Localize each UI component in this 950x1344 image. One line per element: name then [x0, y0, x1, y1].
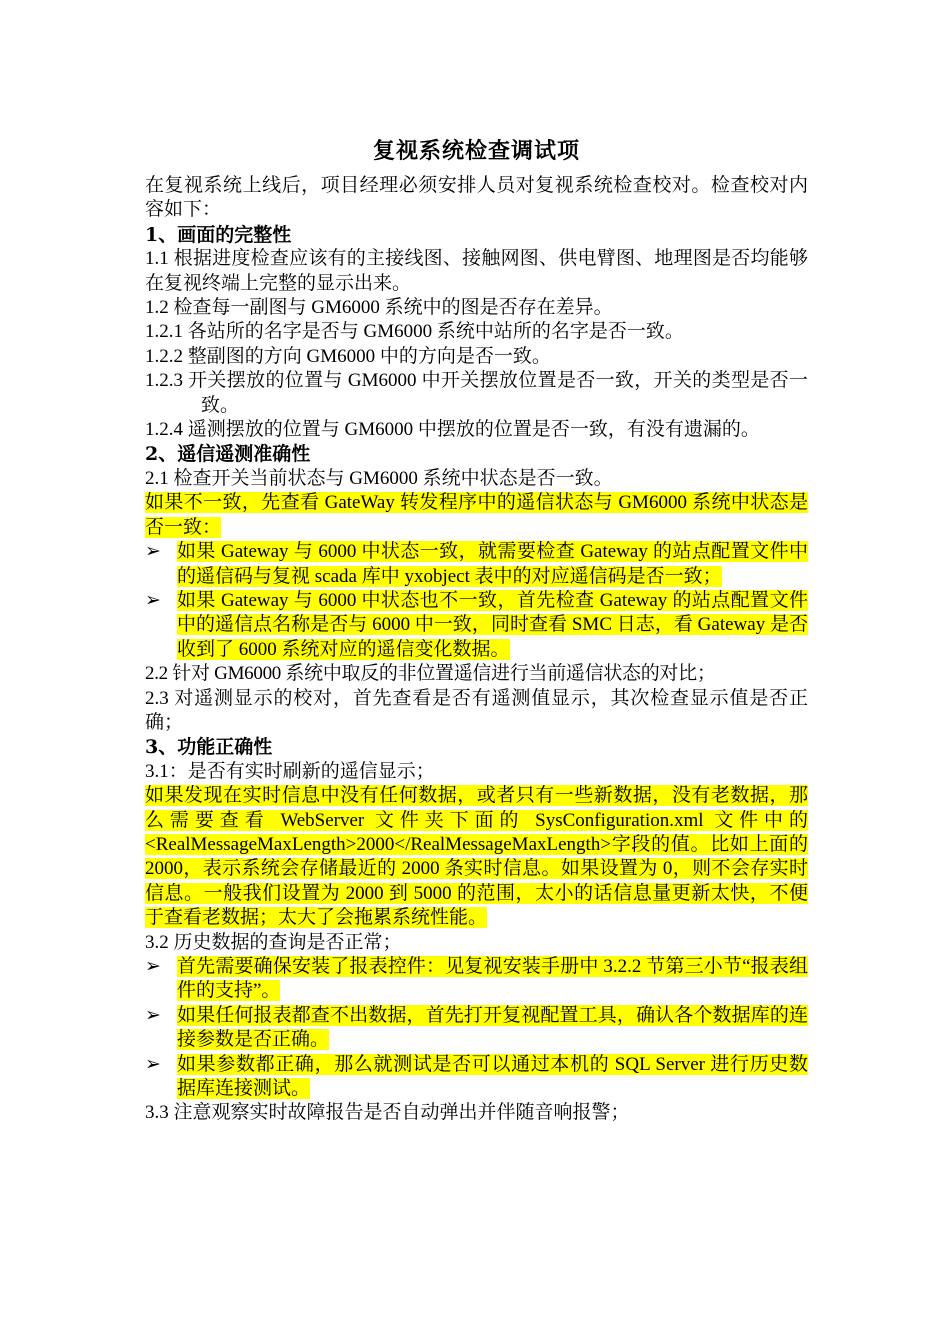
- list-item: [145, 1053, 808, 1102]
- highlighted-text: 如果 Gateway 与 6000 中状态也不一致，首先检查 Gateway 的站点配置文件中的遥信点名称是否与 6000 中一致，同时查看 SMC 日志，看 Gateway 是否收到了 6000 系统对应的遥信变化数据。: [177, 589, 808, 660]
- highlighted-text: 如果 Gateway 与 6000 中状态一致，就需要检查 Gateway 的站点配置文件中的遥信码与复视 scada 库中 yxobject 表中的对应遥信码是否一致；: [177, 541, 808, 587]
- arrow-bullet-icon: ➢: [145, 1053, 161, 1075]
- section-2-heading: 2、遥信遥测准确性: [145, 443, 311, 466]
- arrow-bullet-icon: ➢: [145, 1004, 161, 1026]
- arrow-bullet-icon: ➢: [145, 589, 161, 611]
- highlighted-text: 如果任何报表都查不出数据，首先打开复视配置工具，确认各个数据库的连接参数是否正确。: [177, 1004, 808, 1051]
- highlighted-text: 如果发现在实时信息中没有任何数据，或者只有一些新数据，没有老数据，那么需要查看 WebServer 文件夹下面的 SysConfiguration.xml 文件中的<RealMessageMaxLength>2000</RealMessageMaxLength>字段的值。比如上面的 2000，表示系统会存储最近的 2000 条实时信息。如果设置为 0，则不会存实时信息。一般我们设置为 2000 到 5000 的范围，太小的话信息量更新太快，不便于查看老数据；太大了会拖累系统性能。: [145, 785, 808, 929]
- para-1-2-4: 1.2.4 遥测摆放的位置与 GM6000 中摆放的位置是否一致，有没有遗漏的。: [145, 419, 760, 441]
- para-3-1: 3.1：是否有实时刷新的遥信显示；: [145, 760, 435, 782]
- list-item: [145, 540, 808, 589]
- para-2-2: 2.2 针对 GM6000 系统中取反的非位置遥信进行当前遥信状态的对比；: [145, 663, 716, 685]
- intro-paragraph: 在复视系统上线后，项目经理必须安排人员对复视系统检查校对。检查校对内容如下：: [145, 175, 808, 221]
- list-item: [145, 1004, 808, 1053]
- para-2-1-note: [145, 491, 808, 540]
- arrow-bullet-icon: ➢: [145, 541, 161, 563]
- para-1-2-2: 1.2.2 整副图的方向 GM6000 中的方向是否一致。: [145, 345, 551, 367]
- para-3-1-note: [145, 784, 808, 930]
- para-1-2: 1.2 检查每一副图与 GM6000 系统中的图是否存在差异。: [145, 297, 613, 319]
- para-2-3: 2.3 对遥测显示的校对，首先查看是否有遥测值显示，其次检查显示值是否正确；: [145, 687, 808, 733]
- list-item: [145, 589, 808, 662]
- document-title: 复视系统检查调试项: [372, 138, 580, 164]
- para-2-1: 2.1 检查开关当前状态与 GM6000 系统中状态是否一致。: [145, 467, 613, 489]
- highlighted-text: 如果参数都正确，那么就测试是否可以通过本机的 SQL Server 进行历史数据库连接测试。: [177, 1053, 808, 1100]
- para-3-2: 3.2 历史数据的查询是否正常；: [145, 931, 402, 953]
- section-3-heading: 3、功能正确性: [145, 736, 273, 759]
- para-1-1: 1.1 根据进度检查应该有的主接线图、接触网图、供电臂图、地理图是否均能够在复视终端上完整的显示出来。: [145, 248, 808, 294]
- list-item: [145, 955, 808, 1004]
- highlighted-text: 首先需要确保安装了报表控件：见复视安装手册中 3.2.2 节第三小节“报表组件的支持”。: [177, 956, 808, 1002]
- para-1-2-3: 1.2.3 开关摆放的位置与 GM6000 中开关摆放位置是否一致，开关的类型是否一致。: [145, 370, 808, 416]
- section-1-heading: 1、画面的完整性: [145, 223, 292, 246]
- para-1-2-1: 1.2.1 各站所的名字是否与 GM6000 系统中站所的名字是否一致。: [145, 321, 684, 343]
- arrow-bullet-icon: ➢: [145, 956, 161, 977]
- document-body: [145, 136, 808, 1126]
- highlighted-text: 如果不一致，先查看 GateWay 转发程序中的遥信状态与 GM6000 系统中状态是否一致：: [145, 492, 808, 538]
- para-3-3: 3.3 注意观察实时故障报告是否自动弹出并伴随音响报警；: [145, 1102, 630, 1124]
